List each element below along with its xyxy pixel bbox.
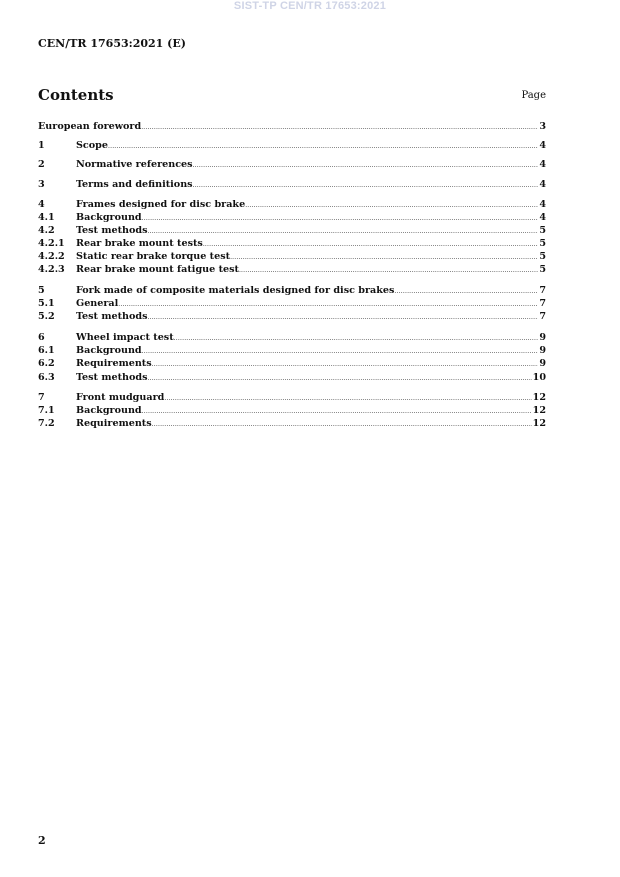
toc-entry-title: Normative references (76, 159, 193, 170)
dot-leader (141, 121, 538, 134)
page-column-label: Page (521, 90, 546, 101)
toc-entry-page: 3 (539, 121, 546, 132)
toc-entry-title: Rear brake mount fatigue test (76, 264, 239, 275)
toc-entry-page: 4 (539, 140, 546, 151)
toc-entry-number: 1 (38, 140, 45, 151)
contents-title: Contents (38, 86, 114, 104)
toc-entry-page: 12 (532, 405, 546, 416)
toc-entry-7-2[interactable] (38, 417, 546, 430)
toc-entry-title: Requirements (76, 358, 152, 369)
toc-entry-title: Background (76, 345, 142, 356)
dot-leader (239, 264, 538, 277)
toc-entry-number: 5 (38, 285, 45, 296)
toc-entry-page: 5 (539, 225, 546, 236)
toc-entry-number: 4 (38, 199, 45, 210)
toc-entry-page: 9 (539, 345, 546, 356)
dot-leader (193, 159, 539, 172)
toc-entry-page: 5 (539, 238, 546, 249)
toc-entry-7-1[interactable] (38, 404, 546, 417)
toc-entry-title: Test methods (76, 311, 148, 322)
toc-entry-page: 12 (532, 418, 546, 429)
toc-entry-page: 9 (539, 358, 546, 369)
dot-leader (108, 140, 538, 153)
toc-entry-title: Static rear brake torque test (76, 251, 231, 262)
dot-leader (152, 358, 539, 371)
toc-entry-number: 7.2 (38, 418, 55, 429)
toc-entry-number: 6.1 (38, 345, 55, 356)
toc-entry-number: 5.2 (38, 311, 55, 322)
toc-entry-6-2[interactable] (38, 357, 546, 370)
toc-entry-1[interactable] (38, 139, 546, 152)
toc-entry-page: 10 (532, 372, 546, 383)
toc-entry-number: 4.1 (38, 212, 55, 223)
toc-entry-title: Test methods (76, 372, 148, 383)
toc-entry-title: Background (76, 405, 142, 416)
toc-entry-title: European foreword (38, 121, 142, 132)
toc-entry-foreword[interactable] (38, 120, 546, 133)
toc-entry-title: Terms and definitions (76, 179, 193, 190)
dot-leader (152, 418, 532, 431)
toc-entry-page: 7 (539, 285, 546, 296)
toc-entry-6-3[interactable] (38, 371, 546, 384)
toc-entry-6-1[interactable] (38, 344, 546, 357)
toc-entry-page: 4 (539, 159, 546, 170)
toc-entry-number: 5.1 (38, 298, 55, 309)
toc-entry-4-1[interactable] (38, 211, 546, 224)
dot-leader (147, 372, 531, 385)
dot-leader (147, 311, 538, 324)
toc-entry-page: 4 (539, 199, 546, 210)
toc-entry-page: 9 (539, 332, 546, 343)
toc-entry-page: 12 (532, 392, 546, 403)
toc-entry-5-2[interactable] (38, 310, 546, 323)
toc-entry-number: 6.2 (38, 358, 55, 369)
toc-entry-title: Front mudguard (76, 392, 165, 403)
toc-entry-title: Requirements (76, 418, 152, 429)
toc-entry-5-1[interactable] (38, 297, 546, 310)
toc-entry-3[interactable] (38, 178, 546, 191)
toc-entry-number: 3 (38, 179, 45, 190)
toc-entry-page: 4 (539, 212, 546, 223)
toc-entry-6[interactable] (38, 331, 546, 344)
dot-leader (193, 179, 539, 192)
toc-entry-number: 4.2 (38, 225, 55, 236)
toc-entry-7[interactable] (38, 391, 546, 404)
toc-entry-4[interactable] (38, 198, 546, 211)
toc-entry-4-2[interactable] (38, 224, 546, 237)
toc-entry-title: Fork made of composite materials designed for disc brakes (76, 285, 395, 296)
toc-entry-page: 7 (539, 311, 546, 322)
toc-entry-4-2-3[interactable] (38, 263, 546, 276)
toc-entry-page: 5 (539, 264, 546, 275)
toc-entry-title: Wheel impact test (76, 332, 174, 343)
toc-entry-page: 5 (539, 251, 546, 262)
toc-entry-number: 4.2.3 (38, 264, 65, 275)
toc-entry-4-2-1[interactable] (38, 237, 546, 250)
toc-entry-5[interactable] (38, 284, 546, 297)
toc-entry-4-2-2[interactable] (38, 250, 546, 263)
toc-entry-number: 7.1 (38, 405, 55, 416)
toc-entry-2[interactable] (38, 158, 546, 171)
toc-entry-page: 4 (539, 179, 546, 190)
page-number: 2 (38, 834, 46, 847)
toc-entry-title: Rear brake mount tests (76, 238, 203, 249)
toc-entry-number: 4.2.1 (38, 238, 65, 249)
toc-entry-title: Frames designed for disc brake (76, 199, 246, 210)
toc-entry-title: Scope (76, 140, 108, 151)
toc-entry-title: Test methods (76, 225, 148, 236)
watermark: SIST-TP CEN/TR 17653:2021 (233, 0, 387, 12)
toc-entry-title: Background (76, 212, 142, 223)
toc-entry-number: 6.3 (38, 372, 55, 383)
toc-entry-page: 7 (539, 298, 546, 309)
toc-entry-title: General (76, 298, 119, 309)
toc-entry-number: 6 (38, 332, 45, 343)
toc-entry-number: 4.2.2 (38, 251, 65, 262)
document-identifier: CEN/TR 17653:2021 (E) (38, 37, 186, 50)
toc-entry-number: 7 (38, 392, 45, 403)
toc-entry-number: 2 (38, 159, 45, 170)
